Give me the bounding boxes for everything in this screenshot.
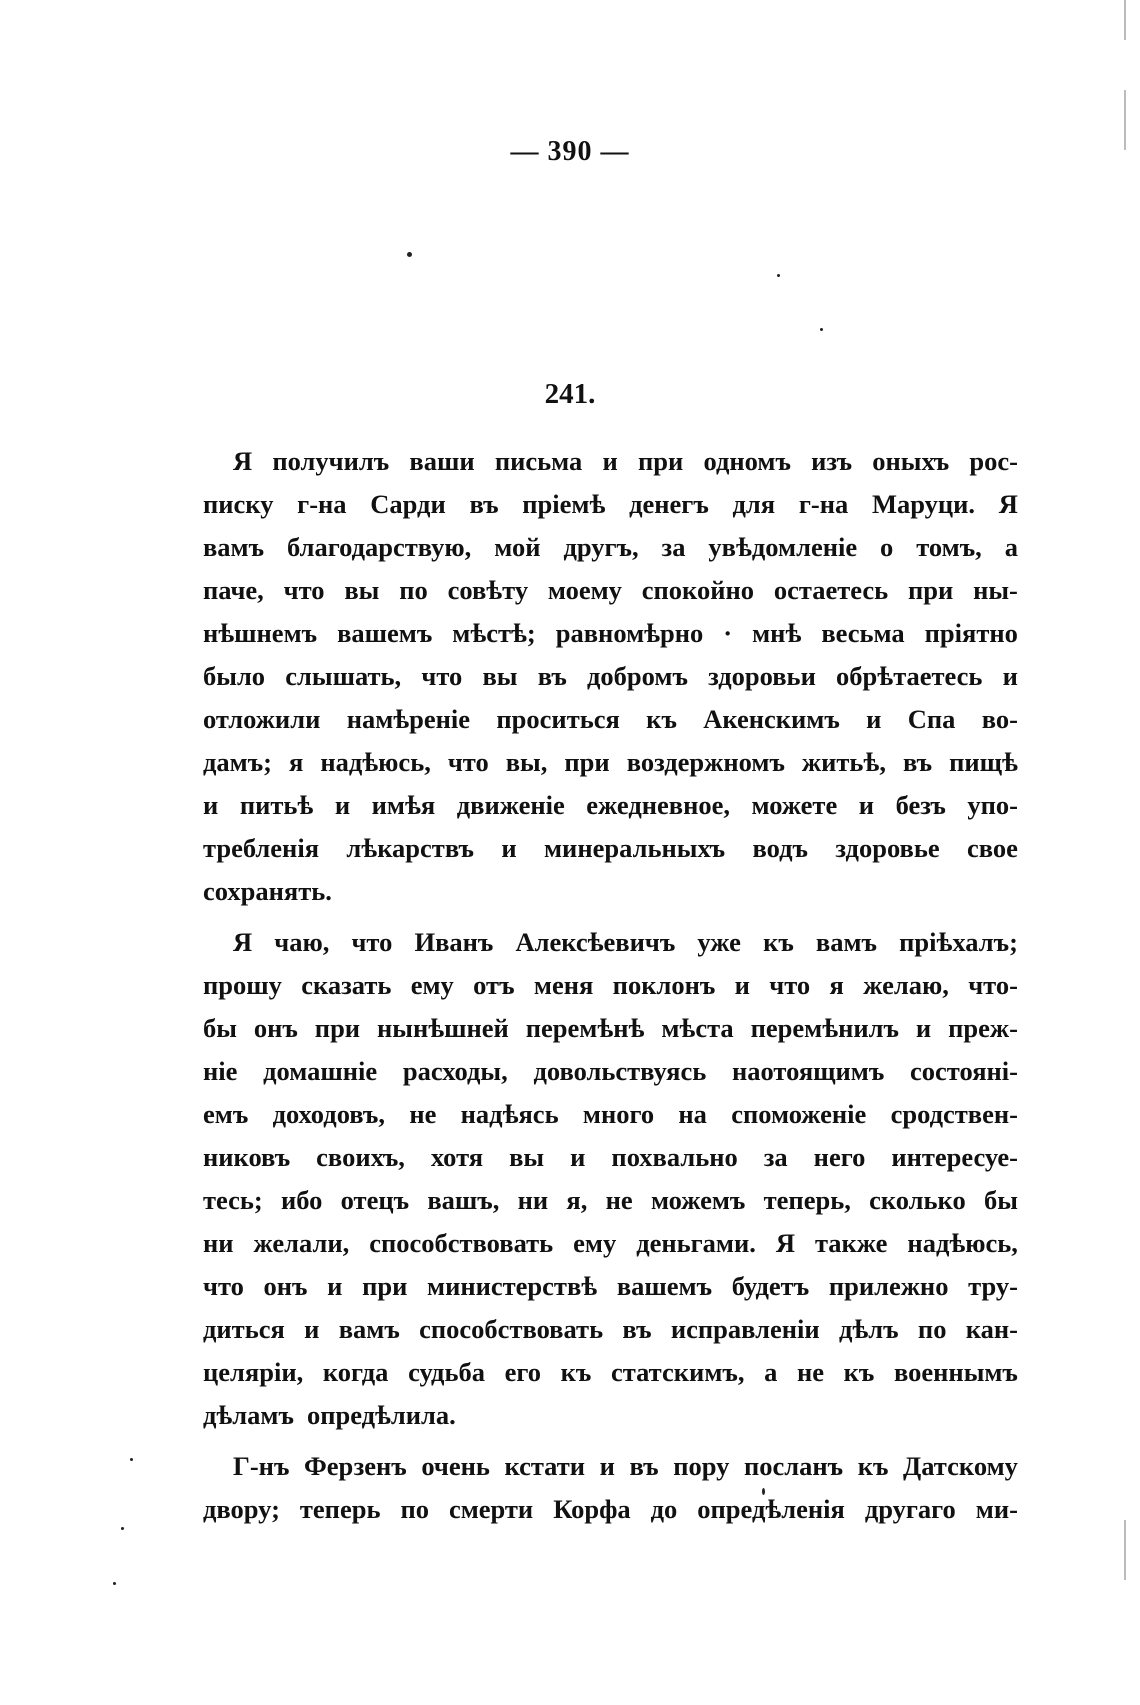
text-line: ніе домашніе расходы, довольствуясь наотоящимъ состояні- — [203, 1056, 1018, 1086]
text-line: диться и вамъ способствовать въ исправленіи дѣлъ по кан- — [203, 1314, 1018, 1344]
text-line: дамъ; я надѣюсь, что вы, при воздержномъ житьѣ, въ пищѣ — [203, 747, 1018, 777]
text-line: дѣламъ опредѣлила. — [203, 1400, 456, 1430]
text-line: паче, что вы по совѣту моему спокойно остаетесь при ны- — [203, 575, 1018, 605]
page-number: — 390 — — [510, 136, 630, 167]
text-line: сохранять. — [203, 876, 332, 906]
ink-speck — [121, 1527, 124, 1530]
text-line: что онъ и при министерствѣ вашемъ будетъ прилежно тру- — [203, 1271, 1018, 1301]
text-line: и питьѣ и имѣя движеніе ежедневное, можете и безъ упо- — [203, 790, 1018, 820]
text-line: было слышать, что вы въ добромъ здоровьи обрѣтаетесь и — [203, 661, 1018, 691]
text-line: нѣшнемъ вашемъ мѣстѣ; равномѣрно · мнѣ весьма пріятно — [203, 618, 1018, 648]
text-line: писку г-на Сарди въ пріемѣ денегъ для г-на Маруци. Я — [203, 489, 1018, 519]
ink-speck — [130, 1458, 133, 1461]
page-edge-mark — [1124, 90, 1126, 150]
text-line: тесь; ибо отецъ вашъ, ни я, не можемъ теперь, сколько бы — [203, 1185, 1018, 1215]
ink-speck — [820, 328, 823, 331]
page-edge-mark — [1124, 1520, 1126, 1580]
text-line: Г-нъ Ферзенъ очень кстати и въ пору посланъ къ Датскому — [233, 1451, 1018, 1481]
text-line: никовъ своихъ, хотя вы и похвально за него интересуе- — [203, 1142, 1018, 1172]
text-line: двору; теперь по смерти Корфа до опредѣленія другаго ми- — [203, 1494, 1018, 1524]
ink-speck — [113, 1582, 116, 1585]
ink-speck — [407, 252, 412, 257]
text-line: Я чаю, что Иванъ Алексѣевичъ уже къ вамъ пріѣхалъ; — [233, 927, 1018, 957]
text-line: бы онъ при нынѣшней перемѣнѣ мѣста перемѣнилъ и преж- — [203, 1013, 1018, 1043]
text-line: прошу сказать ему отъ меня поклонъ и что я желаю, что- — [203, 970, 1018, 1000]
text-line: отложили намѣреніе проситься къ Акенскимъ и Спа во- — [203, 704, 1018, 734]
text-line: Я получилъ ваши письма и при одномъ изъ оныхъ рос- — [233, 446, 1018, 476]
text-line: емъ доходовъ, не надѣясь много на споможеніе сродствен- — [203, 1099, 1018, 1129]
text-line: вамъ благодарствую, мой другъ, за увѣдомленіе о томъ, а — [203, 532, 1018, 562]
page-edge-mark — [1124, 0, 1126, 40]
ink-speck — [777, 274, 780, 277]
letter-body — [203, 440, 1018, 1531]
text-line: требленія лѣкарствъ и минеральныхъ водъ здоровье свое — [203, 833, 1018, 863]
text-line: целяріи, когда судьба его къ статскимъ, а не къ военнымъ — [203, 1357, 1018, 1387]
text-line: ни желали, способствовать ему деньгами. Я также надѣюсь, — [203, 1228, 1018, 1258]
letter-number: 241. — [544, 378, 596, 410]
